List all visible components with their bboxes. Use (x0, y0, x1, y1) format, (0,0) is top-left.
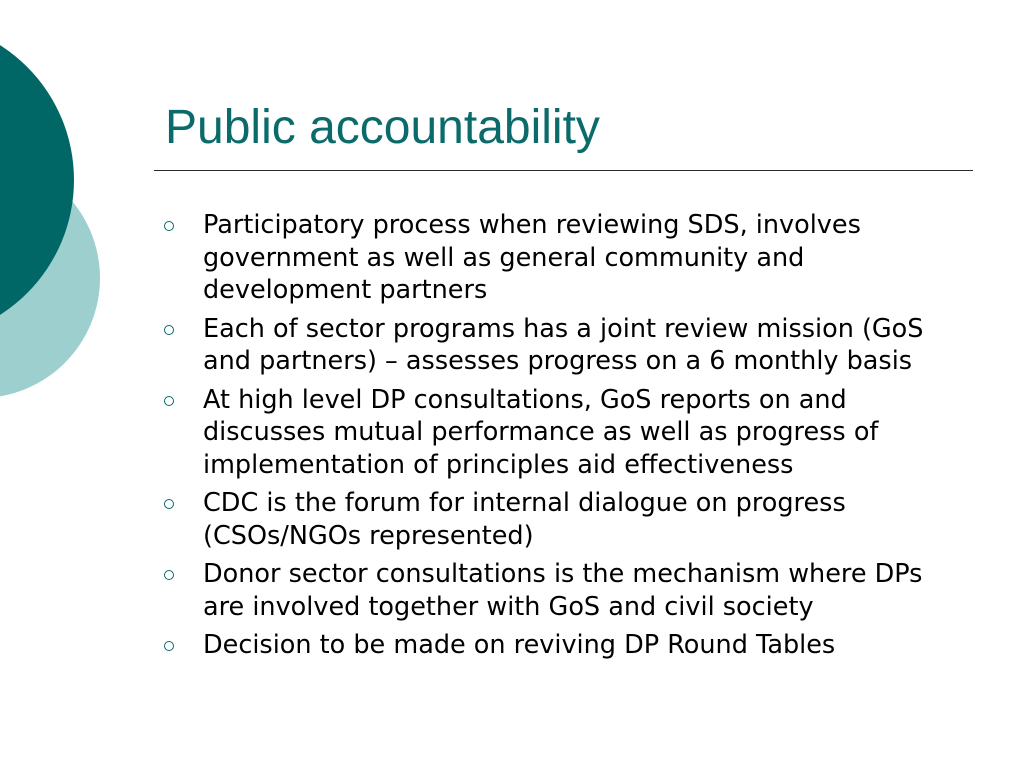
bullet-item (160, 384, 970, 482)
hollow-circle-icon (164, 570, 174, 580)
bullet-item (160, 629, 970, 662)
hollow-circle-icon (164, 221, 174, 231)
hollow-circle-icon (164, 325, 174, 335)
bullet-text: Donor sector consultations is the mechanism where DPs are involved together with GoS and civil society (203, 559, 923, 622)
title-divider (154, 170, 973, 171)
bullet-text: Decision to be made on reviving DP Round Tables (203, 630, 836, 660)
bullet-text: At high level DP consultations, GoS reports on and discusses mutual performance as well as progress of implementation of principles aid effectiveness (203, 384, 879, 480)
hollow-circle-icon (164, 396, 174, 406)
bullet-item (160, 313, 970, 378)
bullet-text: Participatory process when reviewing SDS, involves government as well as general community and development partners (203, 210, 861, 305)
hollow-circle-icon (164, 499, 174, 509)
bullet-text: CDC is the forum for internal dialogue on progress (CSOs/NGOs represented) (203, 488, 846, 551)
slide-title: Public accountability (165, 101, 600, 154)
bullet-item (160, 209, 970, 307)
hollow-circle-icon (164, 641, 174, 651)
bullet-item (160, 487, 970, 552)
bullet-item (160, 558, 970, 623)
bullet-list (160, 209, 970, 668)
bullet-text: Each of sector programs has a joint review mission (GoS and partners) – assesses progress on a 6 monthly basis (203, 313, 924, 376)
